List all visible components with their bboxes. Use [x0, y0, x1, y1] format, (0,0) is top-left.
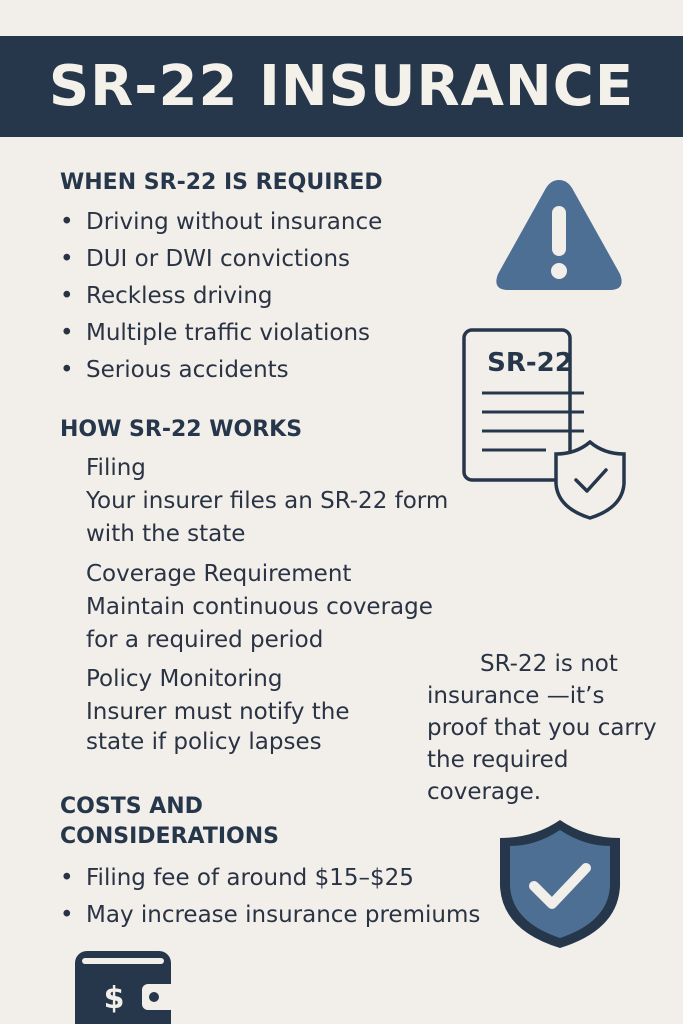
list-item: • May increase insurance premiums	[60, 897, 480, 934]
step-desc-line: Insurer must notify the	[86, 699, 350, 725]
step-desc-line: for a required period	[86, 627, 324, 653]
dollar-symbol: $	[103, 981, 125, 1016]
sr22-document-icon	[458, 326, 628, 522]
costs-heading-line: COSTS AND	[60, 794, 203, 819]
step-desc-line: with the state	[86, 521, 246, 547]
list-item: • Serious accidents	[60, 352, 382, 389]
page-title: SR-22 INSURANCE	[48, 54, 635, 119]
sr22-note: SR-22 is not insurance —it’s proof that you carry the required coverage.	[427, 651, 657, 805]
costs-list	[60, 860, 480, 934]
when-required-list	[60, 204, 382, 389]
warning-icon	[492, 174, 626, 296]
list-item: • Reckless driving	[60, 278, 382, 315]
list-item: • Filing fee of around $15–$25	[60, 860, 480, 897]
when-required-heading: WHEN SR-22 IS REQUIRED	[60, 170, 383, 195]
list-item: • Multiple traffic violations	[60, 315, 382, 352]
document-label: SR-22	[487, 348, 573, 378]
costs-heading-line: CONSIDERATIONS	[60, 824, 279, 849]
title-banner	[0, 36, 683, 137]
step-desc-line: state if policy lapses	[86, 729, 322, 755]
step-name: Filing	[86, 455, 146, 481]
step-desc-line: Maintain continuous coverage	[86, 594, 433, 620]
costs-heading	[60, 792, 279, 852]
list-item: • Driving without insurance	[60, 204, 382, 241]
step-filing	[86, 452, 448, 551]
step-coverage-requirement	[86, 558, 433, 657]
list-item: • DUI or DWI convictions	[60, 241, 382, 278]
step-policy-monitoring	[86, 663, 350, 759]
shield-check-icon	[496, 816, 624, 952]
how-it-works-heading: HOW SR-22 WORKS	[60, 417, 303, 442]
step-desc-line: Your insurer files an SR-22 form	[86, 488, 449, 514]
step-name: Policy Monitoring	[86, 666, 283, 692]
wallet-icon	[72, 948, 176, 1024]
step-name: Coverage Requirement	[86, 561, 352, 587]
